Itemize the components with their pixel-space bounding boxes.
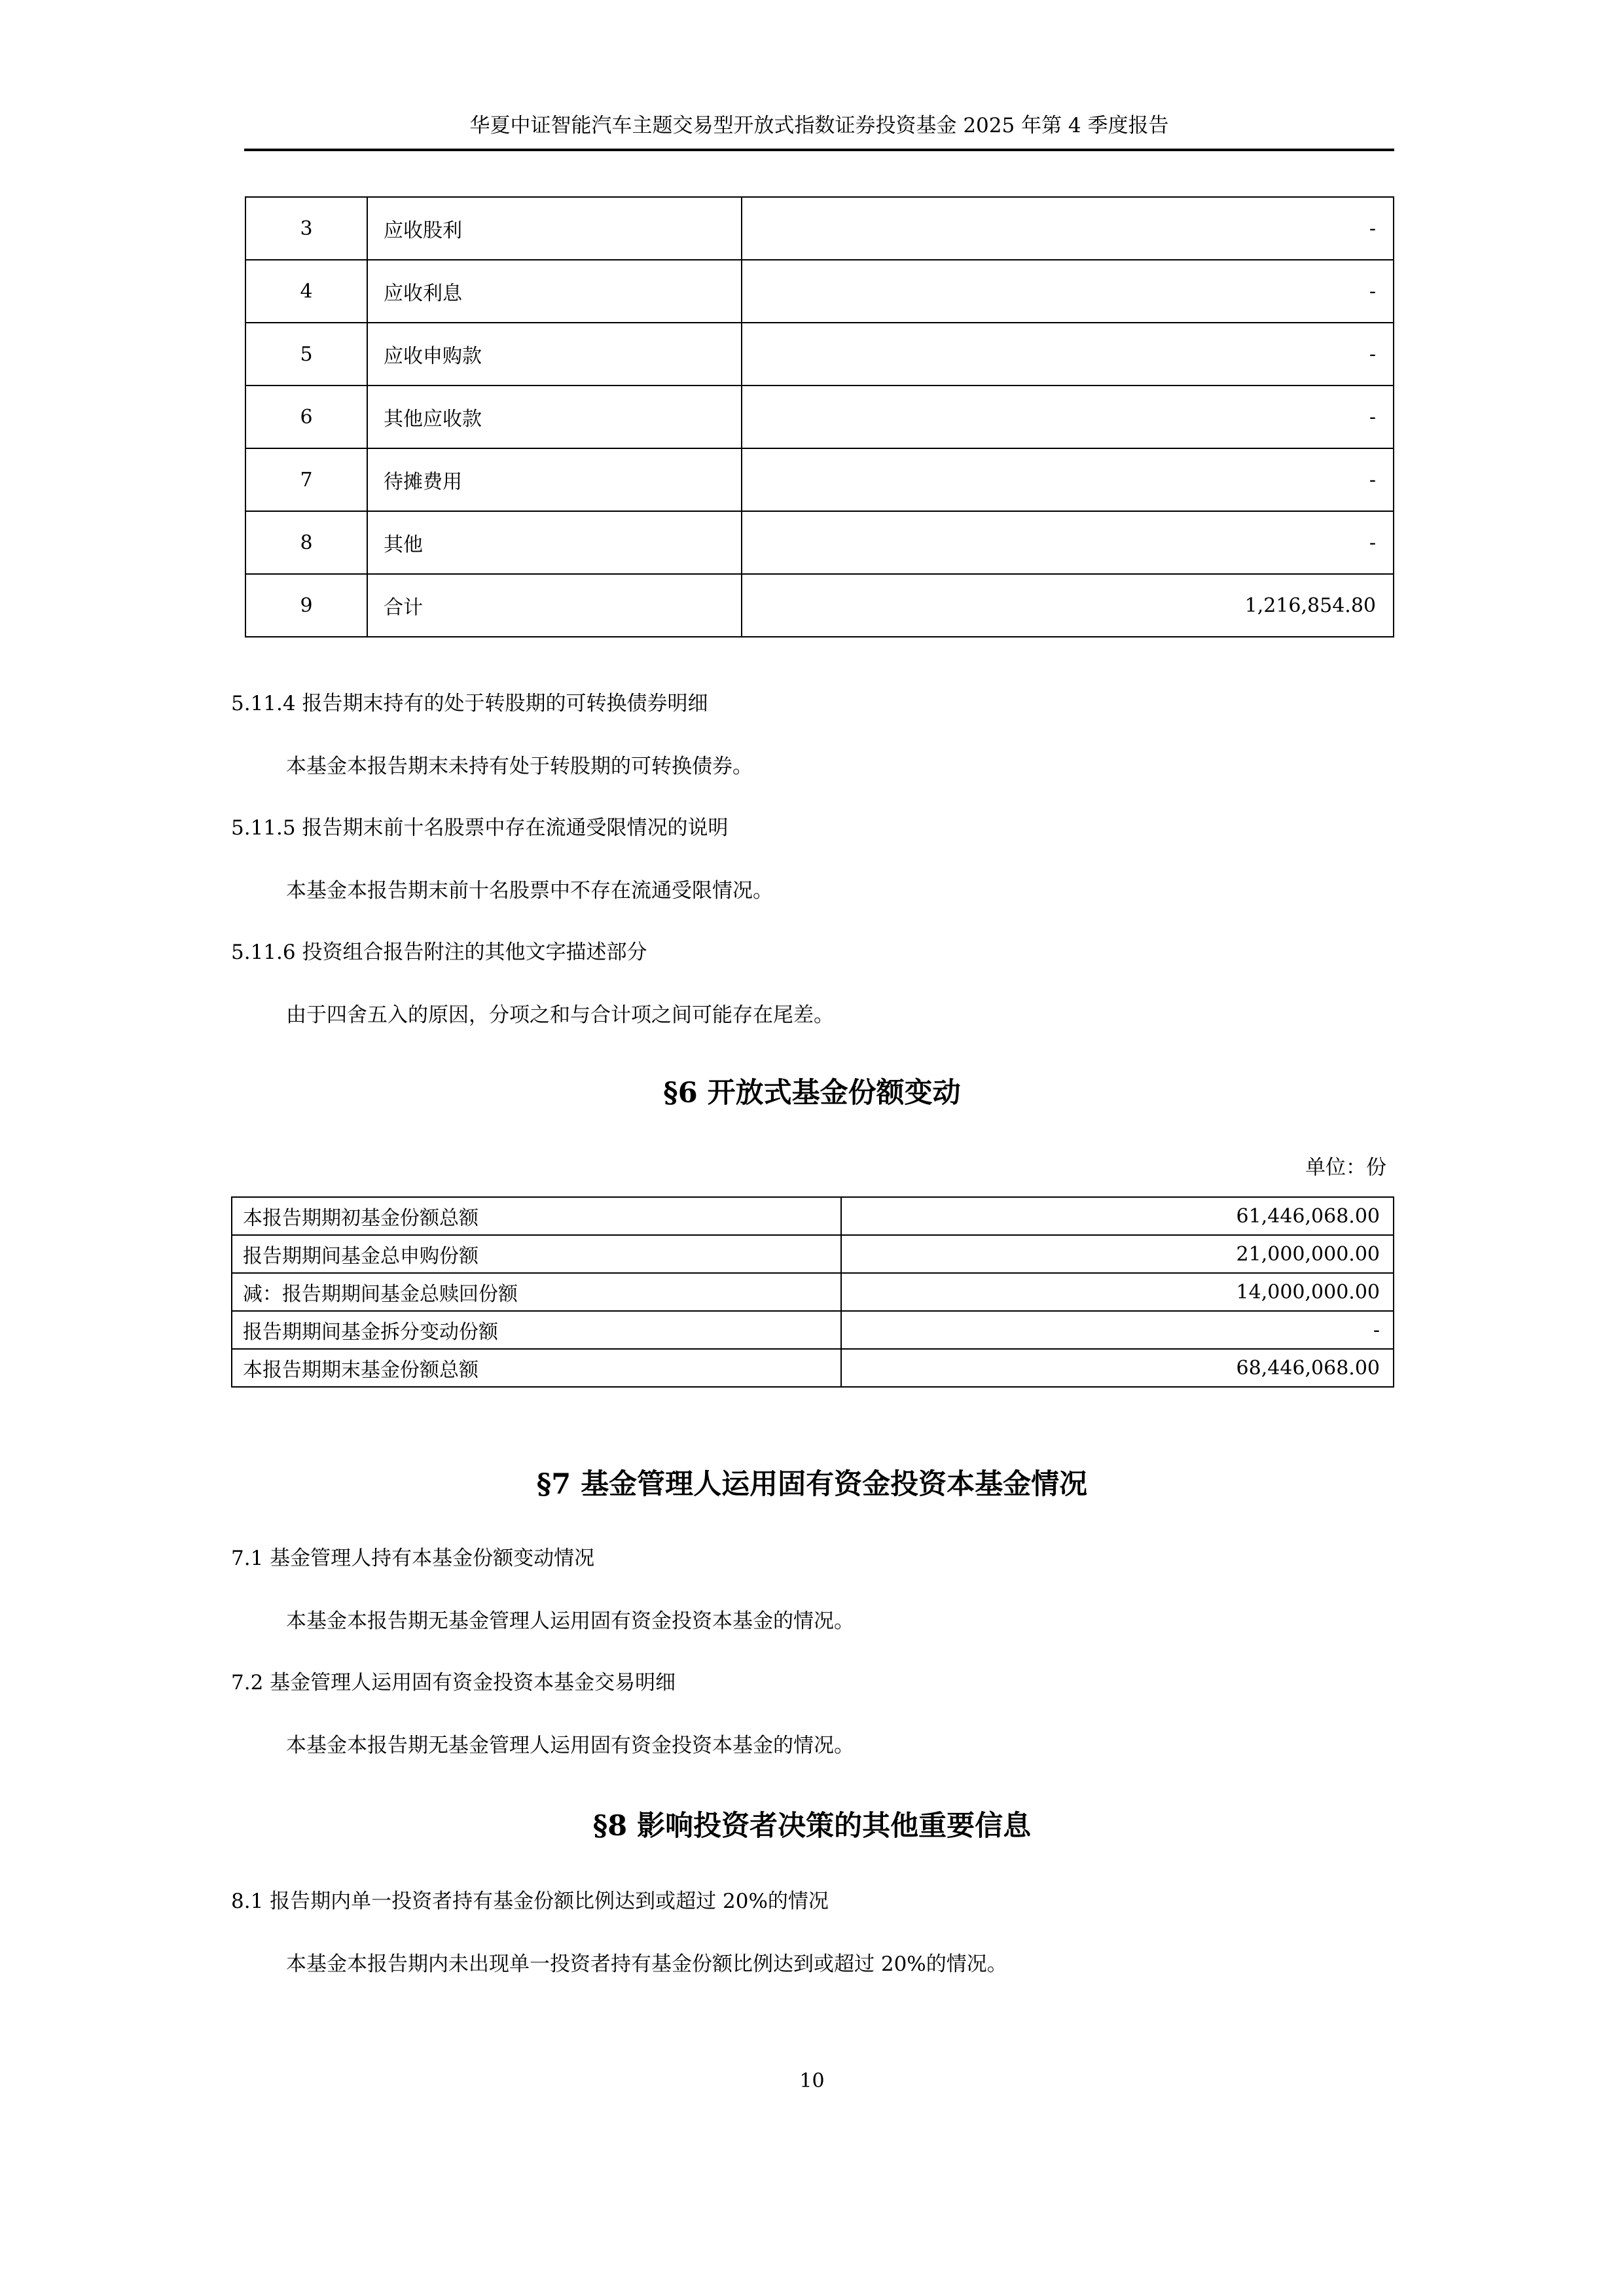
running-header-title: 华夏中证智能汽车主题交易型开放式指数证券投资基金 2025 年第 4 季度报告	[469, 114, 1169, 137]
row-label: 报告期期间基金总申购份额	[232, 1235, 841, 1273]
table-row	[245, 448, 1394, 511]
table-row	[245, 386, 1394, 448]
row-value: -	[742, 386, 1394, 448]
row-value: -	[742, 323, 1394, 386]
row-item: 合计	[367, 574, 742, 637]
row-amount: 14,000,000.00	[841, 1273, 1394, 1311]
row-number: 9	[245, 574, 367, 637]
row-item: 应收股利	[367, 197, 742, 260]
table-row	[245, 197, 1394, 260]
table-row	[232, 1273, 1394, 1311]
section-7-1-heading: 7.1 基金管理人持有本基金份额变动情况	[231, 1547, 595, 1570]
row-label: 减：报告期期间基金总赎回份额	[232, 1273, 841, 1311]
table-row	[232, 1311, 1394, 1349]
row-item: 待摊费用	[367, 448, 742, 511]
section-5-11-4-body: 本基金本报告期末未持有处于转股期的可转换债券。	[286, 755, 753, 778]
table-row	[245, 574, 1394, 637]
row-value: -	[742, 448, 1394, 511]
header-rule	[244, 149, 1394, 151]
row-item: 应收申购款	[367, 323, 742, 386]
row-amount: -	[841, 1311, 1394, 1349]
row-value: -	[742, 197, 1394, 260]
row-number: 3	[245, 197, 367, 260]
section-8-1-heading: 8.1 报告期内单一投资者持有基金份额比例达到或超过 20%的情况	[231, 1890, 829, 1913]
table-row	[245, 511, 1394, 574]
row-item: 其他	[367, 511, 742, 574]
row-number: 8	[245, 511, 367, 574]
section-5-11-6-heading: 5.11.6 投资组合报告附注的其他文字描述部分	[231, 941, 647, 964]
section-6-unit-note: 单位：份	[1305, 1156, 1386, 1179]
row-number: 7	[245, 448, 367, 511]
table-row	[245, 260, 1394, 323]
section-7-title: §7 基金管理人运用固有资金投资本基金情况	[536, 1468, 1088, 1501]
receivables-table	[245, 196, 1394, 637]
page-number: 10	[799, 2070, 825, 2092]
table-row	[245, 323, 1394, 386]
section-7-1-body: 本基金本报告期无基金管理人运用固有资金投资本基金的情况。	[286, 1609, 854, 1633]
table-row	[232, 1349, 1394, 1387]
row-value: -	[742, 511, 1394, 574]
row-number: 4	[245, 260, 367, 323]
row-number: 6	[245, 386, 367, 448]
row-label: 本报告期期初基金份额总额	[232, 1197, 841, 1235]
table-row	[232, 1197, 1394, 1235]
row-item: 其他应收款	[367, 386, 742, 448]
row-amount: 68,446,068.00	[841, 1349, 1394, 1387]
row-item: 应收利息	[367, 260, 742, 323]
section-7-2-body: 本基金本报告期无基金管理人运用固有资金投资本基金的情况。	[286, 1734, 854, 1757]
section-7-2-heading: 7.2 基金管理人运用固有资金投资本基金交易明细	[231, 1671, 676, 1695]
row-number: 5	[245, 323, 367, 386]
section-8-title: §8 影响投资者决策的其他重要信息	[592, 1810, 1032, 1842]
section-5-11-5-body: 本基金本报告期末前十名股票中不存在流通受限情况。	[286, 879, 773, 903]
row-label: 报告期期间基金拆分变动份额	[232, 1311, 841, 1349]
row-value: -	[742, 260, 1394, 323]
document-running-header	[244, 111, 1394, 140]
section-5-11-4-heading: 5.11.4 报告期末持有的处于转股期的可转换债券明细	[231, 692, 708, 715]
section-8-1-body: 本基金本报告期内未出现单一投资者持有基金份额比例达到或超过 20%的情况。	[286, 1952, 1007, 1976]
section-6-title: §6 开放式基金份额变动	[663, 1077, 961, 1109]
row-amount: 21,000,000.00	[841, 1235, 1394, 1273]
fund-share-changes-table	[231, 1196, 1394, 1388]
section-5-11-6-body: 由于四舍五入的原因，分项之和与合计项之间可能存在尾差。	[286, 1003, 834, 1027]
table-row	[232, 1235, 1394, 1273]
row-label: 本报告期期末基金份额总额	[232, 1349, 841, 1387]
row-amount: 61,446,068.00	[841, 1197, 1394, 1235]
row-value: 1,216,854.80	[742, 574, 1394, 637]
section-5-11-5-heading: 5.11.5 报告期末前十名股票中存在流通受限情况的说明	[231, 816, 729, 840]
